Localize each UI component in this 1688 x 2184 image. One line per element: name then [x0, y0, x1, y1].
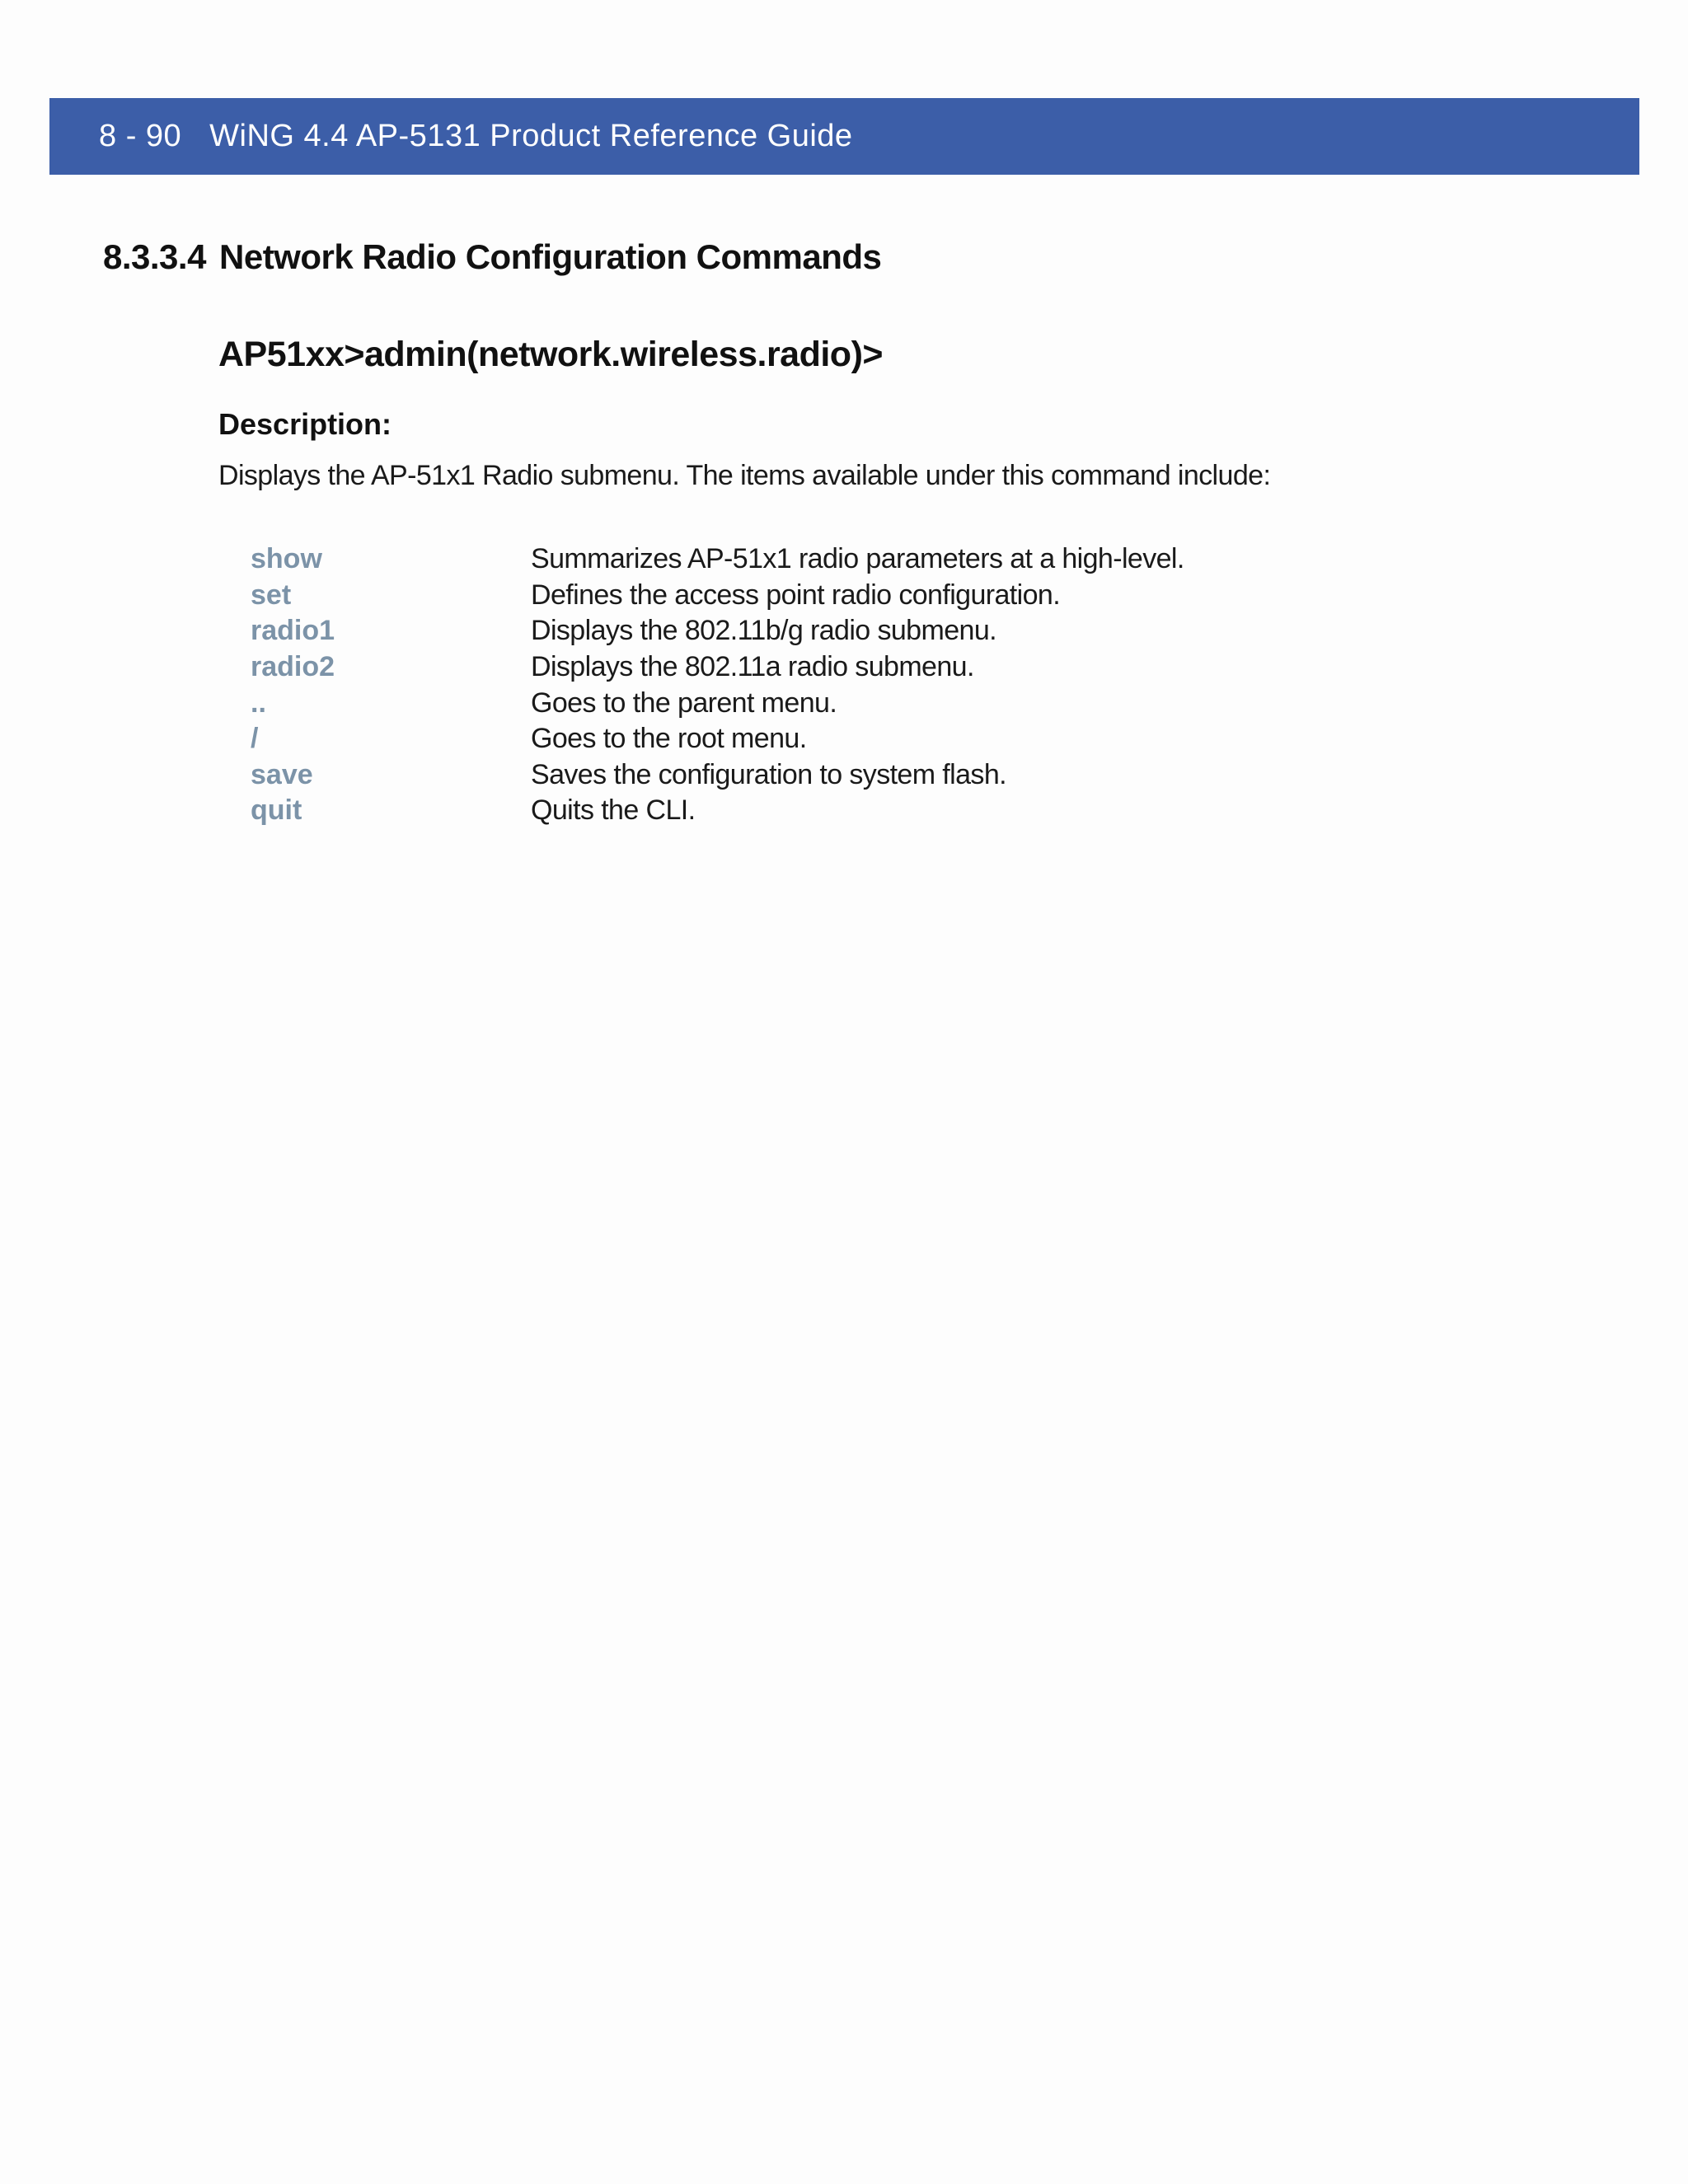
command-row: [251, 613, 1184, 649]
section-number: 8.3.3.4: [103, 237, 206, 276]
section-title: Network Radio Configuration Commands: [219, 237, 882, 276]
command-prompt-title: AP51xx>admin(network.wireless.radio)>: [218, 335, 883, 374]
command-name: show: [251, 543, 322, 575]
command-description: Saves the configuration to system flash.: [531, 758, 1006, 790]
command-row: [251, 649, 1184, 686]
command-row: [251, 757, 1184, 794]
command-row: [251, 685, 1184, 721]
command-description: Summarizes AP-51x1 radio parameters at a high-level.: [531, 543, 1184, 575]
command-description: Goes to the root menu.: [531, 723, 807, 755]
command-list: [251, 541, 1184, 829]
command-row: [251, 541, 1184, 578]
description-text: Displays the AP-51x1 Radio submenu. The items available under this command include:: [218, 460, 1271, 491]
command-name: save: [251, 758, 313, 790]
command-name: quit: [251, 794, 302, 827]
command-description: Goes to the parent menu.: [531, 687, 837, 719]
command-description: Displays the 802.11b/g radio submenu.: [531, 615, 996, 647]
command-row: [251, 578, 1184, 614]
command-name: set: [251, 579, 292, 611]
page-header-bar: [49, 98, 1639, 175]
command-name: ..: [251, 687, 266, 719]
description-label: Description:: [218, 407, 392, 441]
command-row: [251, 793, 1184, 829]
command-name: radio1: [251, 615, 335, 647]
section-heading: [103, 237, 881, 277]
page-number: 8 - 90: [99, 119, 182, 153]
command-description: Defines the access point radio configuration.: [531, 579, 1061, 611]
command-name: radio2: [251, 651, 335, 683]
guide-title: WiNG 4.4 AP-5131 Product Reference Guide: [209, 119, 853, 153]
command-row: [251, 721, 1184, 757]
command-name: /: [251, 723, 259, 755]
command-description: Displays the 802.11a radio submenu.: [531, 651, 974, 683]
command-description: Quits the CLI.: [531, 794, 696, 827]
